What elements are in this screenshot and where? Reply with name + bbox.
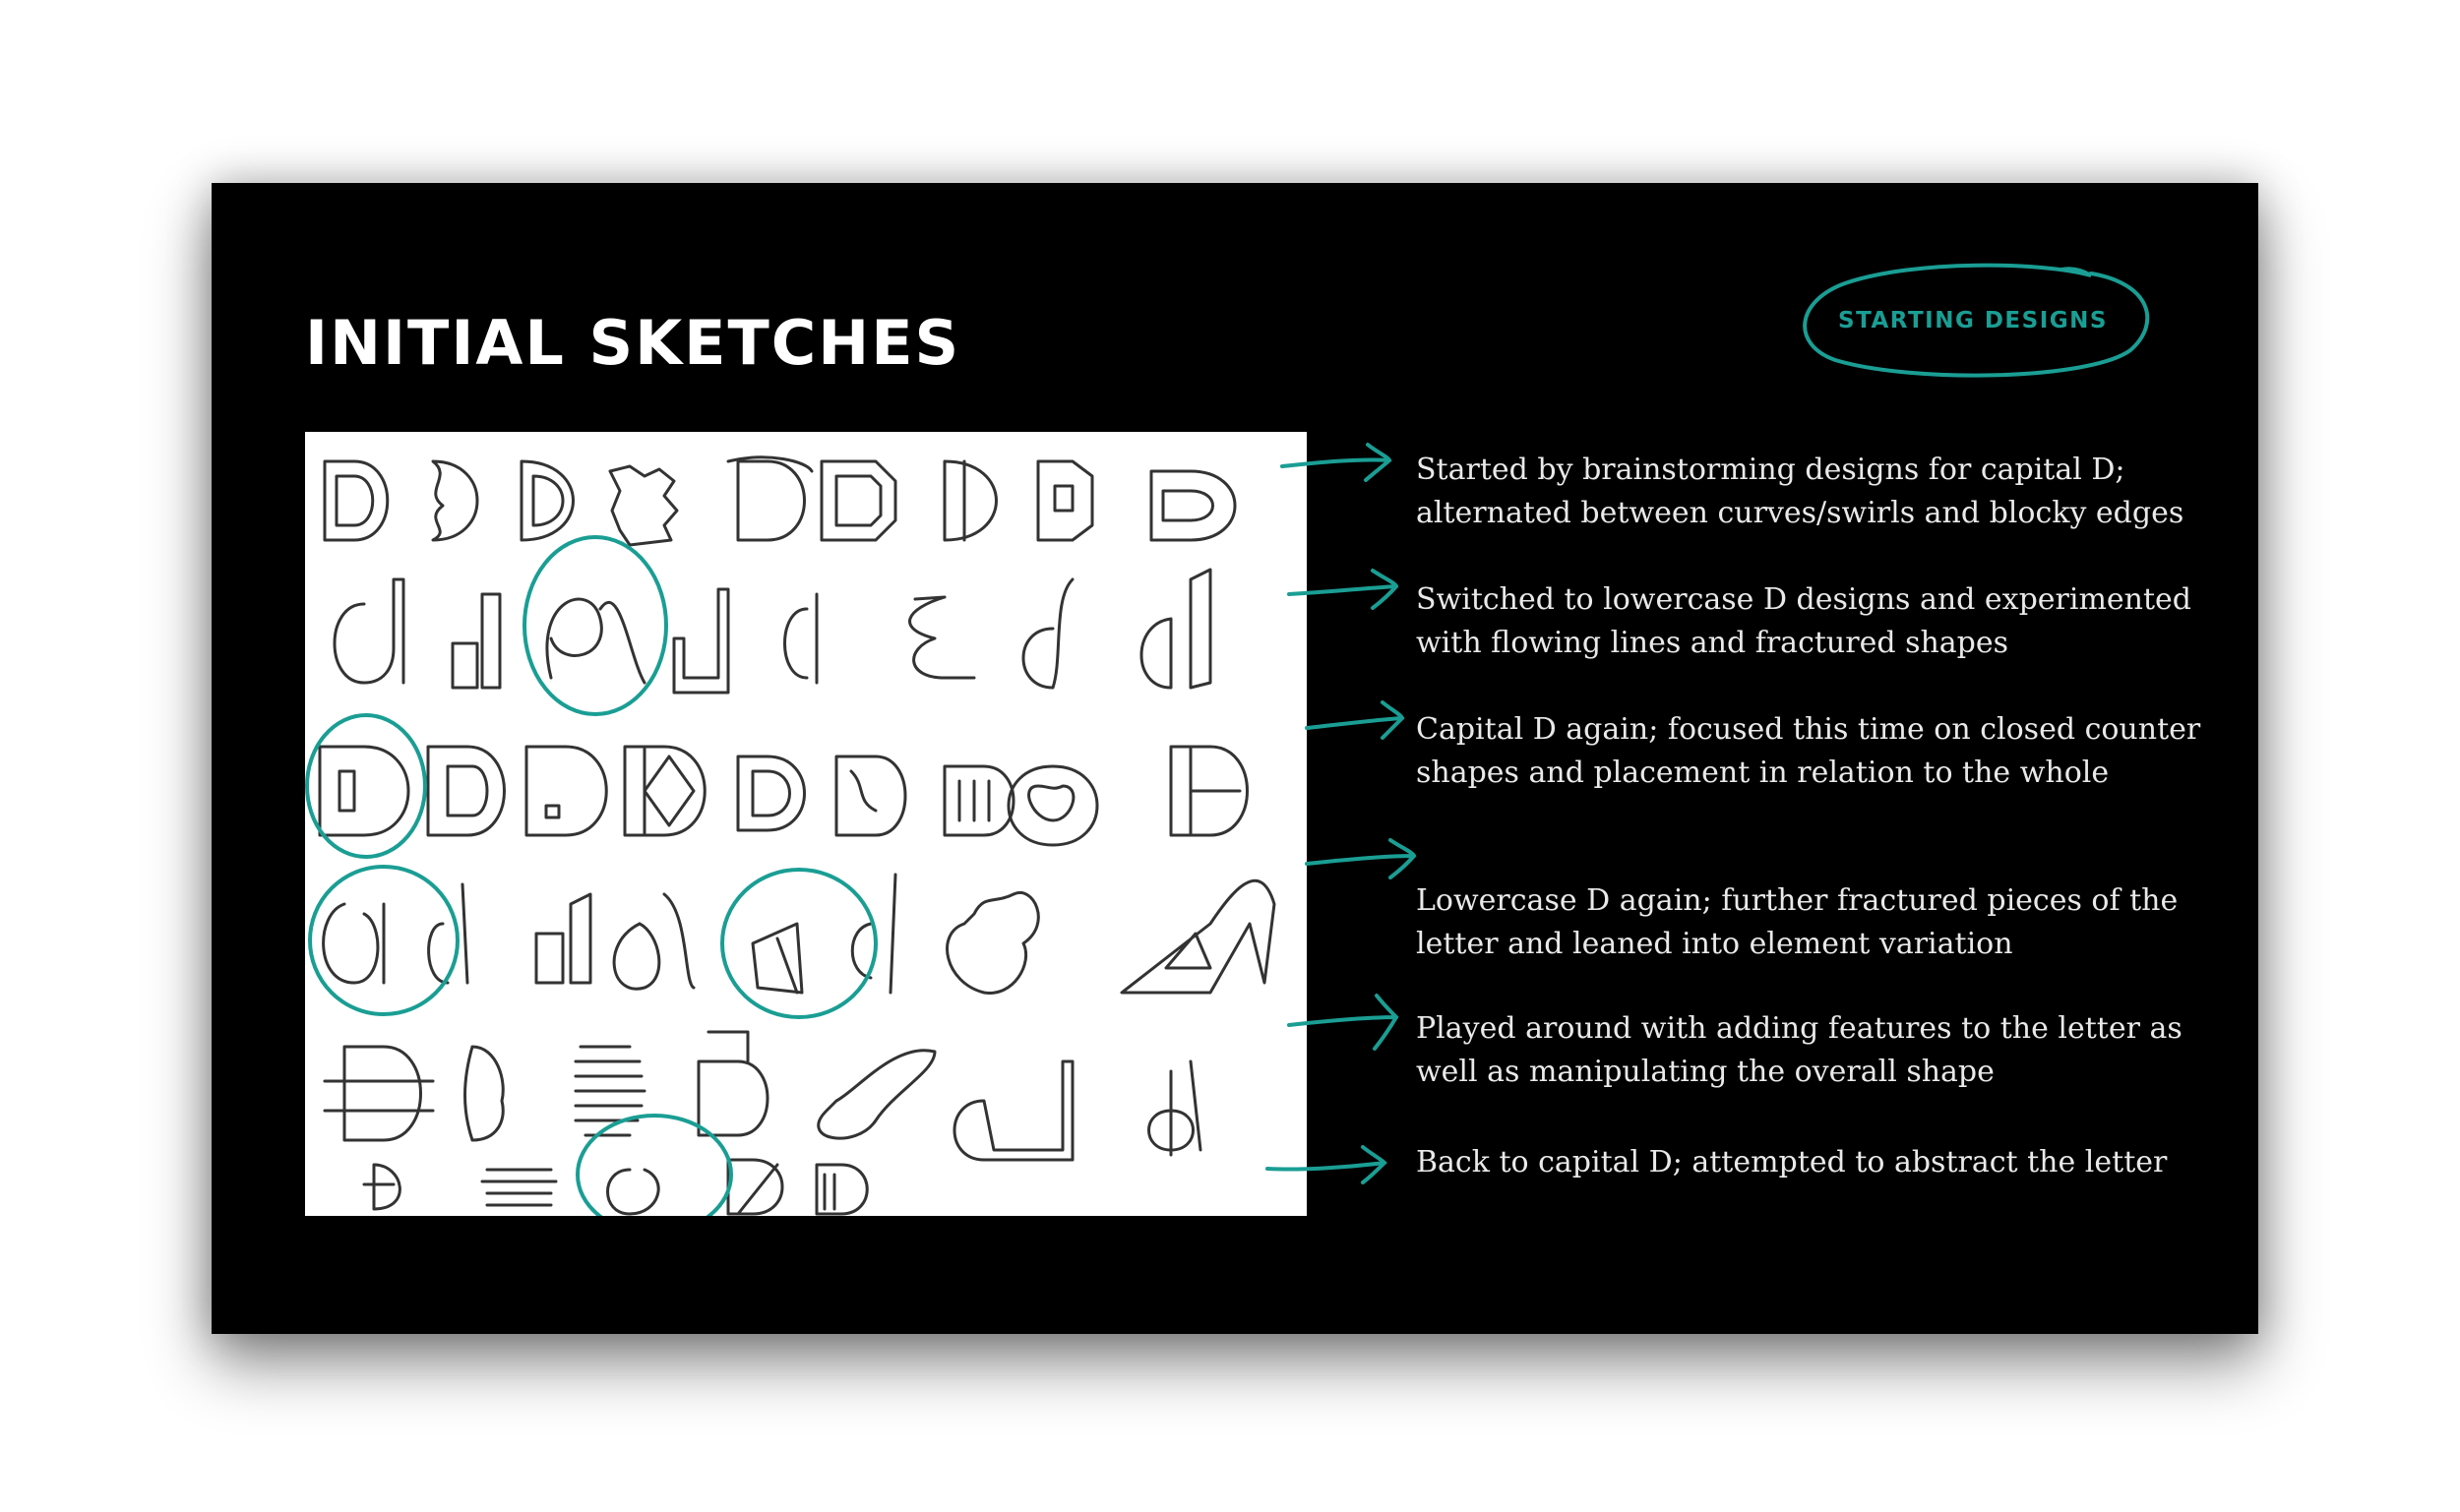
badge-label: STARTING DESIGNS	[1838, 308, 2108, 333]
note-item: Back to capital D; attempted to abstract the letter	[1416, 1145, 2168, 1179]
arrow-icon	[1286, 565, 1404, 614]
notes-list	[212, 183, 2258, 1334]
note-item: Capital D again; focused this time on closed counter shapes and placement in relation to the whole	[1416, 712, 2201, 790]
note-item: Switched to lowercase D designs and experimented with flowing lines and fractured shapes	[1416, 582, 2191, 660]
slide	[212, 183, 2258, 1334]
slide-title: INITIAL SKETCHES	[305, 307, 961, 379]
arrow-icon	[1304, 695, 1412, 744]
note-item: Played around with adding features to the letter as well as manipulating the overall shape	[1416, 1011, 2183, 1089]
note-item: Lowercase D again; further fractured pieces of the letter and leaned into element variation	[1416, 883, 2179, 961]
arrow-icon	[1279, 437, 1397, 486]
arrow-icon	[1264, 1139, 1392, 1188]
note-item: Started by brainstorming designs for capital D; alternated between curves/swirls and blocky edges	[1416, 453, 2184, 530]
arrow-icon	[1304, 834, 1422, 883]
arrow-icon	[1286, 988, 1404, 1057]
